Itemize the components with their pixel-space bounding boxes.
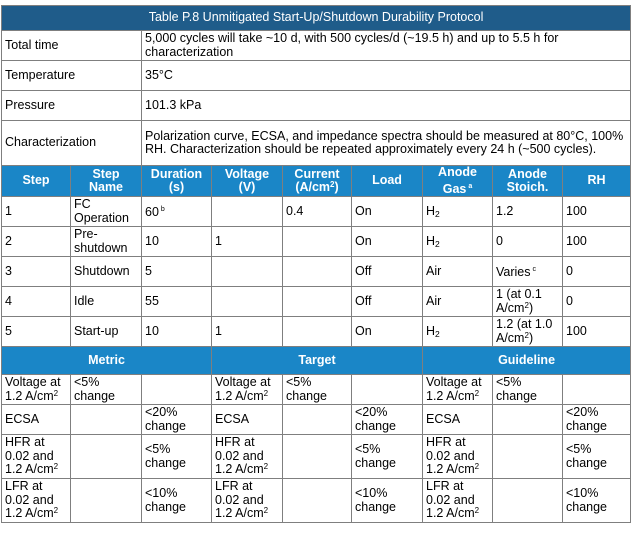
metric-target: <5% change xyxy=(142,435,212,479)
step-number: 3 xyxy=(2,257,71,287)
step-name: Pre-shutdown xyxy=(71,227,142,257)
metric-blank xyxy=(142,375,212,405)
steps-header-row xyxy=(2,166,631,197)
guideline-name: ECSA xyxy=(423,405,493,435)
protocol-table xyxy=(1,5,631,523)
step-current: 0.4 xyxy=(283,197,352,227)
col-header-current: Current $(A/cm^2)$ xyxy=(283,166,352,197)
step-row xyxy=(2,197,631,227)
target-value: <20% change xyxy=(352,405,423,435)
metric-row xyxy=(2,405,631,435)
step-anode-gas: Air xyxy=(423,257,493,287)
step-voltage: 1 xyxy=(212,227,283,257)
metric-name: HFR at 0.02 and 1.2 $A/cm^2$ xyxy=(2,435,71,479)
step-duration: 55 xyxy=(142,287,212,317)
target-name: Voltage at 1.2 $A/cm^2$ xyxy=(212,375,283,405)
target-name: HFR at 0.02 and 1.2 $A/cm^2$ xyxy=(212,435,283,479)
condition-value: 101.3 kPa xyxy=(142,91,631,121)
target-name: LFR at 0.02 and 1.2 $A/cm^2$ xyxy=(212,479,283,523)
step-current xyxy=(283,287,352,317)
guideline-value: <5% change xyxy=(493,375,563,405)
step-rh: 100 xyxy=(563,197,631,227)
step-anode-stoich: Varies $^c$ xyxy=(493,257,563,287)
col-header-rh: RH xyxy=(563,166,631,197)
step-anode-gas: $H_2$ xyxy=(423,317,493,347)
step-voltage xyxy=(212,257,283,287)
step-load: On xyxy=(352,197,423,227)
col-header-metric: Metric xyxy=(2,347,212,375)
col-header-duration: Duration (s) xyxy=(142,166,212,197)
step-name: FC Operation xyxy=(71,197,142,227)
target-blank xyxy=(283,435,352,479)
col-header-step: Step xyxy=(2,166,71,197)
guideline-name: Voltage at 1.2 $A/cm^2$ xyxy=(423,375,493,405)
step-number: 4 xyxy=(2,287,71,317)
step-name: Start-up xyxy=(71,317,142,347)
condition-value: Polarization curve, ECSA, and impedance spectra should be measured at 80°C, 100% RH. Characterization should be repeated approximately every 24 h (~500 cycles). xyxy=(142,121,631,166)
step-anode-gas: $H_2$ xyxy=(423,197,493,227)
guideline-name: LFR at 0.02 and 1.2 $A/cm^2$ xyxy=(423,479,493,523)
step-rh: 0 xyxy=(563,257,631,287)
step-anode-gas: $H_2$ xyxy=(423,227,493,257)
step-duration: 10 xyxy=(142,317,212,347)
metric-row xyxy=(2,479,631,523)
condition-label: Temperature xyxy=(2,61,142,91)
metric-name: LFR at 0.02 and 1.2 $A/cm^2$ xyxy=(2,479,71,523)
metric-row xyxy=(2,375,631,405)
target-value: <5% change xyxy=(283,375,352,405)
step-anode-stoich: 0 xyxy=(493,227,563,257)
step-row xyxy=(2,287,631,317)
condition-value: 5,000 cycles will take ~10 d, with 500 cycles/d (~19.5 h) and up to 5.5 h for characterization xyxy=(142,31,631,61)
target-value: <10% change xyxy=(352,479,423,523)
step-rh: 0 xyxy=(563,287,631,317)
step-load: Off xyxy=(352,287,423,317)
condition-row xyxy=(2,121,631,166)
step-anode-stoich: 1.2 (at 1.0 $A/cm^2$) xyxy=(493,317,563,347)
metric-blank xyxy=(71,435,142,479)
step-rh: 100 xyxy=(563,317,631,347)
step-rh: 100 xyxy=(563,227,631,257)
target-name: ECSA xyxy=(212,405,283,435)
condition-row xyxy=(2,31,631,61)
step-number: 5 xyxy=(2,317,71,347)
col-header-target: Target xyxy=(212,347,423,375)
step-current xyxy=(283,257,352,287)
metric-target: <20% change xyxy=(142,405,212,435)
guideline-blank xyxy=(493,405,563,435)
step-load: On xyxy=(352,227,423,257)
step-name: Shutdown xyxy=(71,257,142,287)
target-blank xyxy=(283,405,352,435)
condition-label: Total time xyxy=(2,31,142,61)
target-value: <5% change xyxy=(352,435,423,479)
step-load: On xyxy=(352,317,423,347)
metric-target: <5% change xyxy=(71,375,142,405)
step-voltage xyxy=(212,287,283,317)
condition-label: Pressure xyxy=(2,91,142,121)
condition-row xyxy=(2,91,631,121)
guideline-name: HFR at 0.02 and 1.2 $A/cm^2$ xyxy=(423,435,493,479)
metric-name: Voltage at 1.2 $A/cm^2$ xyxy=(2,375,71,405)
table-title: Table P.8 Unmitigated Start-Up/Shutdown Durability Protocol xyxy=(2,6,631,31)
step-row xyxy=(2,317,631,347)
metric-row xyxy=(2,435,631,479)
step-row xyxy=(2,257,631,287)
step-load: Off xyxy=(352,257,423,287)
condition-label: Characterization xyxy=(2,121,142,166)
metric-name: ECSA xyxy=(2,405,71,435)
condition-value: 35°C xyxy=(142,61,631,91)
step-duration: 60 $^b$ xyxy=(142,197,212,227)
guideline-value: <10% change xyxy=(563,479,631,523)
step-duration: 5 xyxy=(142,257,212,287)
step-number: 1 xyxy=(2,197,71,227)
col-header-step-name: Step Name xyxy=(71,166,142,197)
metric-blank xyxy=(71,405,142,435)
step-duration: 10 xyxy=(142,227,212,257)
col-header-voltage: Voltage (V) xyxy=(212,166,283,197)
guideline-blank xyxy=(563,375,631,405)
step-anode-stoich: 1 (at 0.1 $A/cm^2$) xyxy=(493,287,563,317)
col-header-anode-gas: Anode Gas $^a$ xyxy=(423,166,493,197)
col-header-load: Load xyxy=(352,166,423,197)
step-voltage xyxy=(212,197,283,227)
metric-target: <10% change xyxy=(142,479,212,523)
target-blank xyxy=(352,375,423,405)
condition-row xyxy=(2,61,631,91)
step-anode-gas: Air xyxy=(423,287,493,317)
guideline-value: <5% change xyxy=(563,435,631,479)
step-current xyxy=(283,317,352,347)
step-current xyxy=(283,227,352,257)
step-anode-stoich: 1.2 xyxy=(493,197,563,227)
metrics-header-row xyxy=(2,347,631,375)
target-blank xyxy=(283,479,352,523)
metric-blank xyxy=(71,479,142,523)
step-number: 2 xyxy=(2,227,71,257)
step-row xyxy=(2,227,631,257)
guideline-value: <20% change xyxy=(563,405,631,435)
step-name: Idle xyxy=(71,287,142,317)
step-voltage: 1 xyxy=(212,317,283,347)
guideline-blank xyxy=(493,435,563,479)
guideline-blank xyxy=(493,479,563,523)
col-header-guideline: Guideline xyxy=(423,347,631,375)
col-header-anode-stoich: Anode Stoich. xyxy=(493,166,563,197)
